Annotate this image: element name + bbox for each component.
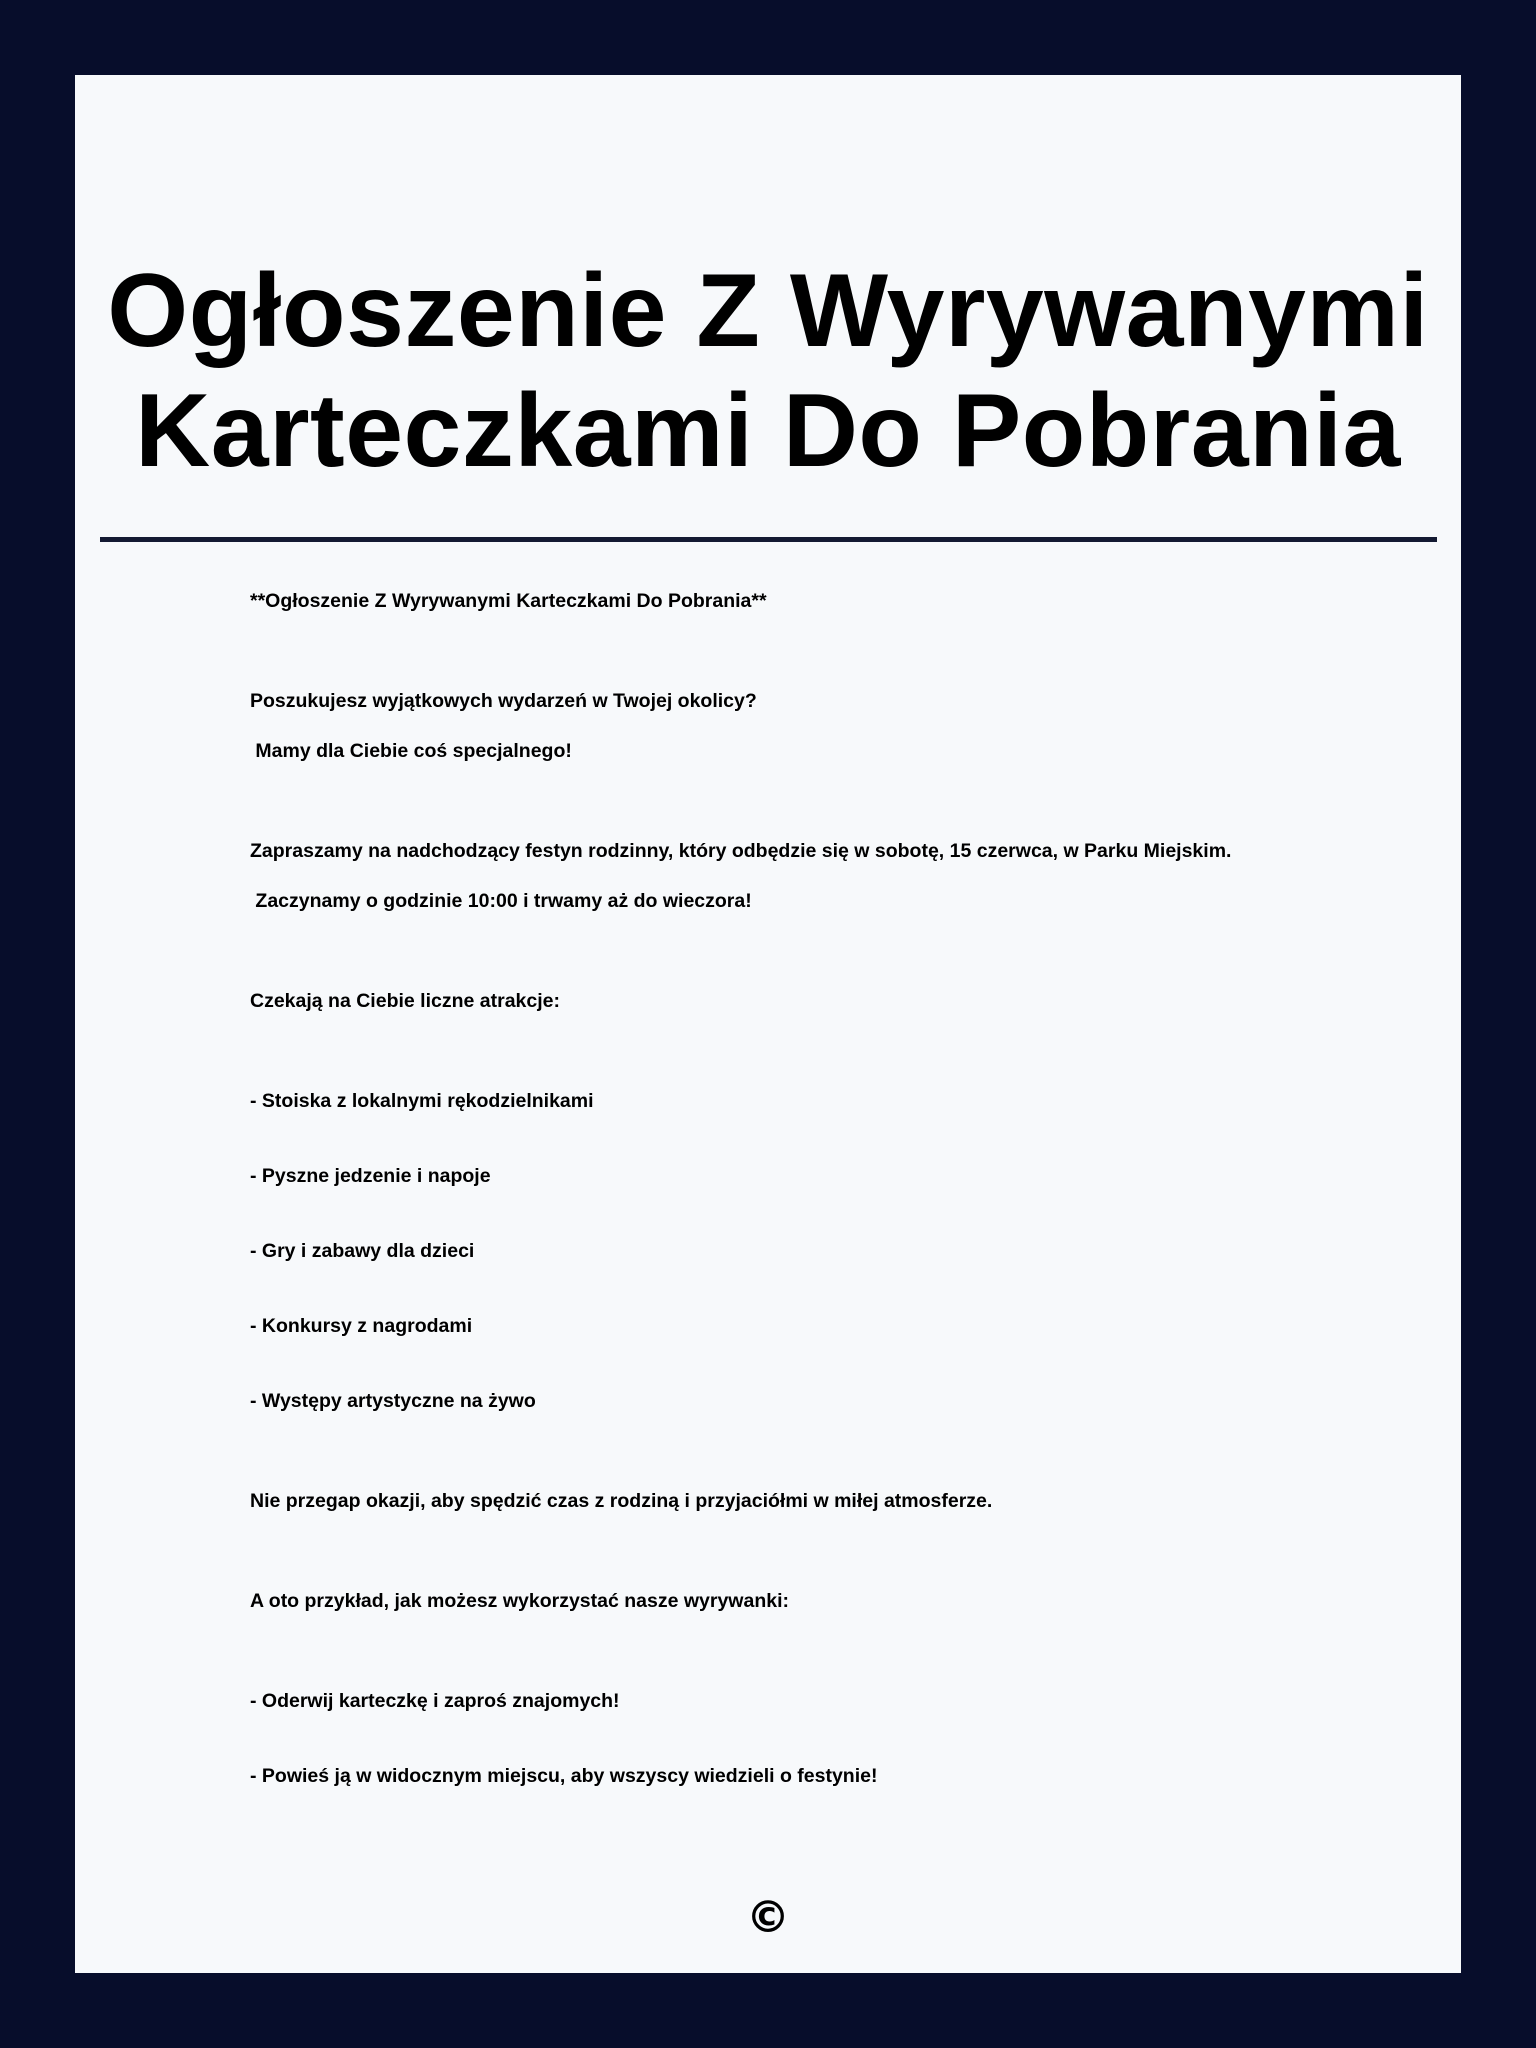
page-title <box>75 251 1461 491</box>
body-paragraph: Mamy dla Ciebie coś specjalnego! <box>250 740 572 762</box>
body-paragraph: Poszukujesz wyjątkowych wydarzeń w Twojej okolicy? <box>250 690 757 712</box>
list-item: - Gry i zabawy dla dzieci <box>250 1240 475 1262</box>
announcement-page <box>75 75 1461 1973</box>
list-item: - Pyszne jedzenie i napoje <box>250 1165 491 1187</box>
list-item: - Występy artystyczne na żywo <box>250 1390 536 1412</box>
body-heading: **Ogłoszenie Z Wyrywanymi Karteczkami Do Pobrania** <box>250 590 767 612</box>
list-item: - Stoiska z lokalnymi rękodzielnikami <box>250 1090 594 1112</box>
list-item: - Powieś ją w widocznym miejscu, aby wszyscy wiedzieli o festynie! <box>250 1765 878 1787</box>
list-item: - Konkursy z nagrodami <box>250 1315 473 1337</box>
body-paragraph: Zaczynamy o godzinie 10:00 i trwamy aż do wieczora! <box>250 890 752 912</box>
body-paragraph: Zapraszamy na nadchodzący festyn rodzinny, który odbędzie się w sobotę, 15 czerwca, w Parku Miejskim. <box>250 840 1232 862</box>
body-paragraph: A oto przykład, jak możesz wykorzystać nasze wyrywanki: <box>250 1590 789 1612</box>
body-paragraph: Czekają na Ciebie liczne atrakcje: <box>250 990 560 1012</box>
page-title-line-2: Karteczkami Do Pobrania <box>135 373 1401 489</box>
body-paragraph: Nie przegap okazji, aby spędzić czas z rodziną i przyjaciółmi w miłej atmosferze. <box>250 1490 993 1512</box>
page-title-line-1: Ogłoszenie Z Wyrywanymi <box>107 253 1429 369</box>
announcement-body <box>250 75 1232 1787</box>
list-item: - Oderwij karteczkę i zaproś znajomych! <box>250 1690 620 1712</box>
copyright-icon: © <box>746 1892 790 1943</box>
title-divider <box>100 537 1437 542</box>
